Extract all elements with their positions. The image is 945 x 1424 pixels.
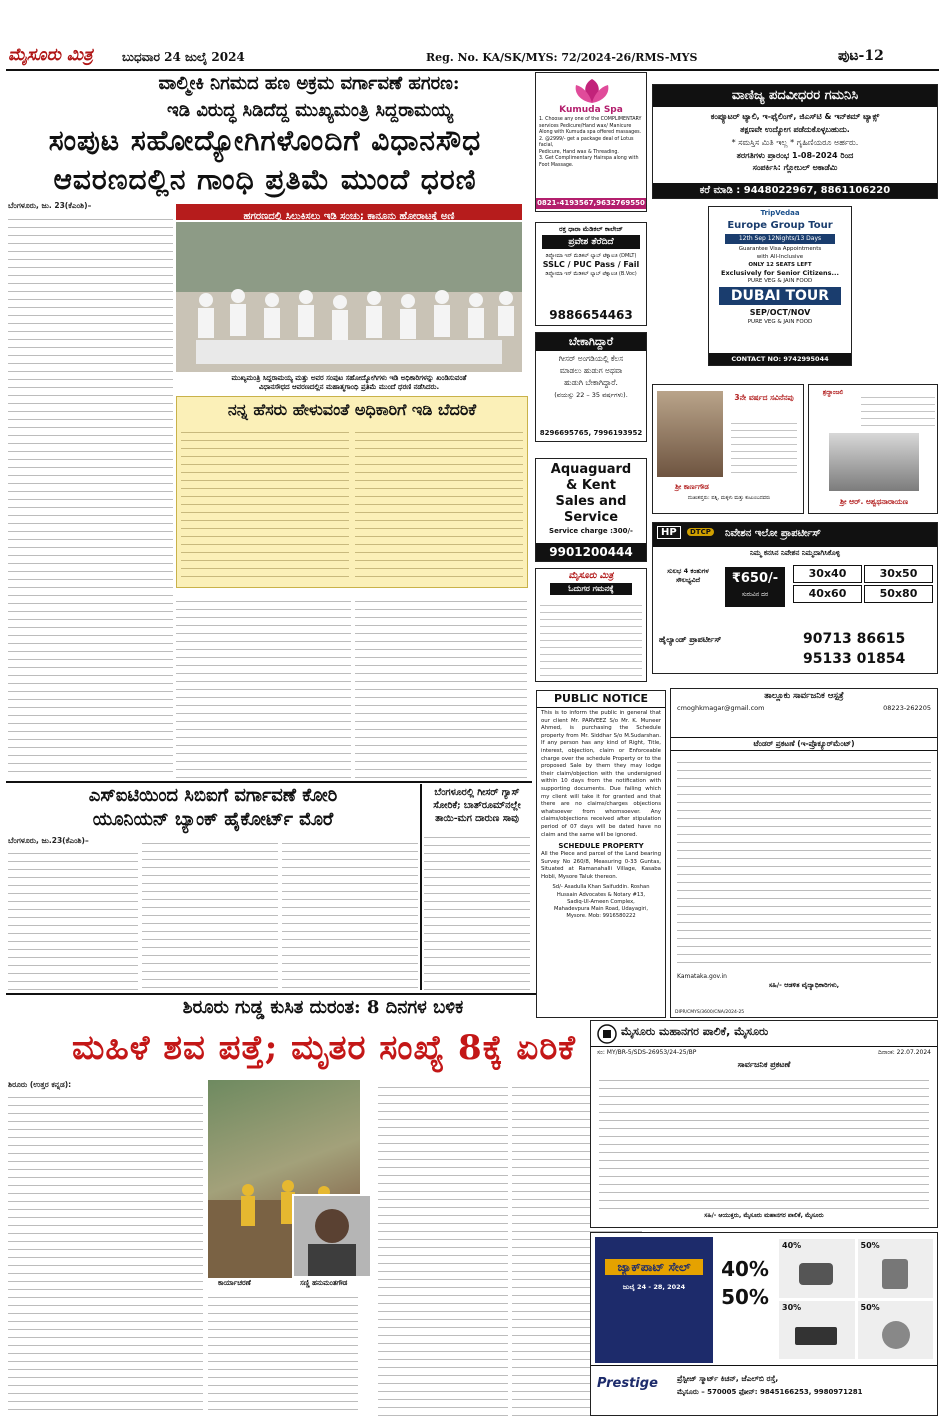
product-tile: [779, 1239, 855, 1298]
sale-brand: Prestige: [597, 1376, 658, 1391]
tour-title: Europe Group Tour: [727, 220, 833, 231]
masthead-date: ಬುಧವಾರ 24 ಜುಲೈ 2024: [122, 50, 245, 64]
ad-medical-college: [535, 222, 647, 326]
story4-body-1: [8, 1090, 203, 1416]
story2-body-1: [8, 846, 138, 990]
lead-photo: [176, 222, 522, 372]
ad-commerce-graduates: [652, 84, 938, 199]
dubai-food: PURE VEG & JAIN FOOD: [747, 319, 813, 325]
story3-headline-2: ಸೋರಿಕೆ; ಬಾತ್‌ರೂಮ್‌ನಲ್ಲೇ: [433, 800, 521, 811]
plots-price-box: [725, 567, 785, 607]
sale-title: ಜ್ಯಾಕ್‌ಪಾಟ್ ಸೇಲ್: [605, 1259, 703, 1275]
lead-kicker-1: ವಾಲ್ಮೀಕಿ ನಿಗಮದ ಹಣ ಅಕ್ರಮ ವರ್ಗಾವಣೆ ಹಗರಣ:: [158, 73, 460, 94]
story3-headline-1: ಬೆಂಗಳೂರಲ್ಲಿ ಗೀಸರ್ ಗ್ಯಾಸ್: [434, 787, 520, 798]
anniversary-verse: [731, 417, 797, 473]
plots-tag: ನಿಮ್ಮ ಕನಸಿನ ನಿವೇಶನ ನಿಮ್ಮದಾಗಿಸಿಕೊಳ್ಳಿ: [749, 549, 841, 557]
registration-number: Reg. No. KA/SK/MYS: 72/2024-26/RMS-MYS: [426, 51, 698, 64]
wanted-line: ಗೀಸರ್ ಅಂಗಡಿಯಲ್ಲಿ ಕೆಲಸ: [558, 354, 624, 363]
product-badge: 50%: [860, 1302, 880, 1312]
notice-body: This is to inform the public in general that our client Mr. PARVEEZ S/o Mr. K. Muneer Ahmed, is purchasing the Schedule property from Mr. Siddhar S/o M.Sudarshan. If any person has any kind of Right, Title, interest, objection, claim or Enforceable charge over the schedule Property or to the proposed Sale by them they may lodge their claim/objection with the undersigned within 10 days from the notification with supporting documents. Due failing which my client will take it for granted and that there are no claims/charges objections whatsoever from whomsoever. Any claims/objections received after stipulation period of 07 days will be dated have no claim and the same will be ignored.: [541, 710, 661, 838]
inset-headline: ನನ್ನ ಹೆಸರು ಹೇಳುವಂತೆ ಅಧಿಕಾರಿಗೆ ಇಡಿ ಬೆದರಿಕೆ: [227, 400, 477, 419]
lead-body-lower-left: [176, 594, 351, 778]
story2-headline-1: ಎಸ್‌ಐಟಿಯಿಂದ ಸಿಬಿಐಗೆ ವರ್ಗಾವಣೆ ಕೋರಿ: [88, 785, 338, 806]
tender-phone: 08223-262205: [883, 704, 931, 712]
college-eligibility: SSLC / PUC Pass / Fail: [542, 260, 640, 269]
plot-size: 50x80: [864, 585, 933, 603]
notice-schedule: All the Piece and parcel of the Land bearing Survey No 260/8, Measuring 0-33 Guntas, Situated at Ramanahalli Village, Kasaba Hobli, Mysore Taluk thereon.: [541, 851, 661, 880]
college-course-1: ಡಿಪ್ಲೋಮಾ ಇನ್ ಮೆಡಿಕಲ್ ಲ್ಯಾಬ್ ಟೆಕ್ನಾಲಜಿ (DMLT): [545, 253, 637, 259]
obituary-photo: [829, 433, 919, 491]
notice-title: PUBLIC NOTICE: [537, 691, 665, 708]
aquaguard-lines: [536, 459, 646, 526]
commerce-phone: ಕರೆ ಮಾಡಿ : 9448022967, 8861106220: [653, 183, 937, 198]
inset-body-right: [355, 425, 523, 583]
plots-company: ಹೈಲ್ಯಾಂಡ್ ಪ್ರಾಪರ್ಟೀಸ್: [659, 635, 722, 644]
plots-brand: HP: [657, 526, 681, 539]
readers-text: [540, 599, 642, 677]
section-rule-1: [6, 781, 532, 783]
lead-body-lower-right: [355, 594, 527, 778]
commerce-title: ವಾಣಿಜ್ಯ ಪದವೀಧರರ ಗಮನಿಸಿ: [653, 85, 937, 107]
obituary-title: ಶ್ರದ್ಧಾಂಜಲಿ: [822, 389, 844, 396]
page-number: ಪುಟ-12: [838, 48, 884, 64]
dubai-dates: SEP/OCT/NOV: [749, 308, 811, 317]
readers-masthead: ಮೈಸೂರು ಮಿತ್ರ: [568, 571, 614, 581]
sale-off-50: 50%: [721, 1285, 769, 1309]
cooker-icon: [882, 1321, 910, 1349]
spa-phone: 0821-4193567,9632769550: [537, 199, 645, 207]
story2-body-3: [282, 836, 418, 990]
wanted-line: ಮಾಡಲು ಹುಡುಗ ಅಥವಾ: [559, 366, 623, 375]
lead-strap-text: ಹಗರಣದಲ್ಲಿ ಸಿಲುಕಿಸಲು ಇಡಿ ಸಂಚು; ಕಾನೂನು ಹೋರಾಟಕ್ಕೆ ಅಣಿ: [243, 211, 455, 222]
spa-offer-line: Foot Massage.: [539, 162, 574, 168]
sale-address: ಪ್ರೆಸ್ಟೀಜ್ ಸ್ಮಾರ್ಟ್ ಕಿಚನ್, ಜೆಎಲ್‌ಬಿ ರಸ್ತೆ,: [677, 1374, 779, 1383]
story3-body: [424, 830, 530, 990]
anniversary-name: ಶ್ರೀ ಕಾರ್ಣಗೌಡ: [675, 483, 709, 491]
notice-sign-line: Sd/- Asadulla Khan Saifuddin. Roshan: [552, 884, 650, 891]
notice-sign-line: Mysore. Mob: 9916580222: [566, 913, 636, 920]
tour-lines: [709, 245, 851, 285]
story2-headline-2: ಯೂನಿಯನ್ ಬ್ಯಾಂಕ್ ಹೈಕೋರ್ಟ್ ಮೊರೆ: [92, 809, 334, 830]
spa-offer-line: 1. Choose any one of the COMPLIMENTARY: [539, 117, 642, 122]
protest-photo-illustration: [176, 222, 522, 372]
college-admission: ಪ್ರವೇಶ ತೆರೆದಿದೆ: [542, 235, 640, 249]
lotus-icon: [572, 77, 612, 105]
college-name: ರಕ್ತ ಧಾರಾ ಮೆಡಿಕಲ್ ಕಾಲೇಜ್: [559, 225, 623, 233]
product-badge: 30%: [782, 1302, 802, 1312]
sale-products: [779, 1239, 933, 1359]
tour-line: PURE VEG & JAIN FOOD: [747, 278, 813, 284]
sale-footer: [591, 1365, 937, 1415]
city-emblem-icon: [597, 1024, 617, 1044]
plots-badge: DTCP: [687, 528, 714, 536]
tender-text: [677, 755, 931, 969]
college-phone: 9886654463: [549, 308, 633, 322]
story3-headline-3: ತಾಯಿ-ಮಗ ದಾರುಣ ಸಾವು: [435, 813, 519, 824]
commerce-line: ಕಂಪ್ಯೂಟರ್ ಟ್ಯಾಲಿ, ಇ-ಫೈಲಿಂಗ್, ಜಿಎಸ್‌ಟಿ & ಇನ್‌ಕಮ್ ಟ್ಯಾಕ್ಸ್: [710, 112, 880, 121]
spa-offer-line: 3. Get Complimentary Hairspa along with: [539, 156, 639, 161]
spa-offers: [539, 117, 645, 169]
notice-sign-line: Sadiq-Ul-Ameen Complex,: [567, 898, 635, 905]
inset-body-left: [181, 425, 349, 583]
spa-offer-line: services Pedicure/Hand wax/ Manicure: [539, 123, 632, 129]
story4-headline: ಮಹಿಳೆ ಶವ ಪತ್ತೆ; ಮೃತರ ಸಂಖ್ಯೆ 8ಕ್ಕೆ ಏರಿಕೆ: [72, 1028, 576, 1068]
ad-city-corporation: [590, 1020, 938, 1228]
plots-offer: ಸುಲಭ 4 ಕಂತುಗಳ ಸೌಲಭ್ಯವಿದೆ: [667, 567, 709, 584]
lead-caption-line-1: ಮುಖ್ಯಮಂತ್ರಿ ಸಿದ್ದರಾಮಯ್ಯ ಮತ್ತು ಅವರ ಸಂಪುಟ ಸಹೋದ್ಯೋಗಿಗಳು ಇಡಿ ಅಧಿಕಾರಿಗಳನ್ನು ಖಂಡಿಸುವಂತೆ: [231, 374, 467, 382]
product-tile: [779, 1301, 855, 1360]
lead-photo-caption: [176, 374, 522, 392]
plots-price: ₹650/-: [731, 571, 779, 586]
wanted-line: ಹುಡುಗಿ ಬೇಕಾಗಿದ್ದಾರೆ.: [564, 378, 618, 387]
masthead-logo: ಮೈಸೂರು ಮಿತ್ರ: [8, 45, 93, 65]
story4-kicker: ಶಿರೂರು ಗುಡ್ಡ ಕುಸಿತ ದುರಂತ: 8 ದಿನಗಳ ಬಳಿಕ: [182, 997, 464, 1018]
caption-victim: ಸಣ್ಣಿ ಹನುಮಂತಗೌಡ: [300, 1279, 348, 1287]
ad-plots: [652, 522, 938, 674]
notice-sign-line: Mahadevpura Main Road, Udayagiri,: [553, 906, 649, 913]
tour-line: Guarantee Visa Appointments: [738, 246, 822, 252]
city-sign: ಸಹಿ/- ಆಯುಕ್ತರು, ಮೈಸೂರು ಮಹಾನಗರ ಪಾಲಿಕೆ, ಮೈಸೂರು: [704, 1212, 824, 1219]
city-ref: ಸಂ: MY/BR-5/SDS-26953/24-25/BP: [597, 1049, 697, 1056]
ad-europe-tour: [708, 206, 852, 366]
lead-caption-line-2: ವಿಧಾನಸೌಧದ ಆವರಣದಲ್ಲಿನ ಮಹಾತ್ಮಗಾಂಧಿ ಪ್ರತಿಮೆ ಮುಂದೆ ಧರಣಿ ನಡೆಸಿದರು.: [258, 383, 440, 391]
wanted-lines: [536, 351, 646, 401]
sale-city: ಮೈಸೂರು – 570005 ಫೋನ್: 9845166253, 9980971281: [677, 1388, 863, 1396]
aquaguard-line: Service: [563, 510, 619, 525]
spa-offer-line: Along with Kumuda spa offered massages.: [539, 130, 642, 135]
sale-banner: [595, 1237, 713, 1363]
cookware-icon: [799, 1263, 833, 1285]
tender-email: cmoghkmagar@gmail.com: [677, 704, 765, 712]
masthead: [0, 0, 945, 72]
aquaguard-line: Sales and: [555, 494, 627, 509]
ad-hospital-tender: [670, 688, 938, 1018]
aquaguard-charge: Service charge :300/-: [549, 527, 633, 535]
story4-photo-victim: [292, 1194, 372, 1278]
commerce-contact: ಸಂಪರ್ಕಿಸಿ: ಗ್ಲೋಬಲ್ ಅಕಾಡೆಮಿ: [752, 163, 838, 172]
sale-off-40: 40%: [721, 1257, 769, 1281]
plots-phone-2: 95133 01854: [803, 651, 906, 667]
wanted-line: (ವಯಸ್ಸು 22 – 35 ವರ್ಷಗಳು).: [554, 391, 628, 399]
ad-aquaguard: [535, 458, 647, 562]
tender-subtitle: ಟೆಂಡರ್ ಪ್ರಕಟಣೆ (ಇ-ಪ್ರೊಕ್ಯೂರ್‌ಮೆಂಟ್): [671, 737, 937, 751]
plots-title: ನಿವೇಶನ ಇಲೋ ಪ್ರಾಪರ್ಟೀಸ್: [725, 528, 821, 539]
spa-offer-line: 2. @2999/- get a package deal of Lotus facial,: [539, 136, 634, 148]
portrait-illustration: [294, 1196, 370, 1276]
tour-line: ONLY 12 SEATS LEFT: [748, 262, 812, 268]
ad-anniversary: [652, 384, 804, 514]
plot-size: 30x50: [864, 565, 933, 583]
notice-schedule-title: SCHEDULE PROPERTY: [558, 842, 644, 851]
city-notice-title: ಸಾರ್ವಜನಿಕ ಪ್ರಕಟಣೆ: [737, 1060, 791, 1069]
lead-kicker-2: ಇಡಿ ವಿರುದ್ಧ ಸಿಡಿದೆದ್ದ ಮುಖ್ಯಮಂತ್ರಿ ಸಿದ್ದರಾಮಯ್ಯ: [167, 100, 453, 121]
anniversary-photo: [657, 391, 723, 477]
appliance-icon: [882, 1259, 908, 1289]
commerce-line: ತಕ್ಷಣವೇ ಉದ್ಯೋಗ ಪಡೆದುಕೊಳ್ಳಬಹುದು.: [740, 125, 850, 134]
city-title: ಮೈಸೂರು ಮಹಾನಗರ ಪಾಲಿಕೆ, ಮೈಸೂರು: [621, 1025, 769, 1038]
product-badge: 40%: [782, 1241, 802, 1250]
anniversary-family: ದುಃಖತಪ್ತರು: ಪತ್ನಿ, ಮಕ್ಕಳು ಮತ್ತು ಕುಟುಂಬದವರು: [687, 495, 771, 501]
ad-kumuda-spa: [535, 72, 647, 212]
notice-signature: [537, 881, 665, 920]
obituary-text: [861, 391, 935, 431]
commerce-lines: [653, 107, 937, 162]
story3-headline: [424, 786, 530, 825]
ad-obituary: [808, 384, 938, 514]
ad-prestige-sale: [590, 1232, 938, 1416]
story2-dateline: ಬೆಂಗಳೂರು, ಜು.23(ಕೆಎಂಶಿ)–: [8, 836, 89, 845]
city-date: ದಿನಾಂಕ: 22.07.2024: [878, 1049, 931, 1056]
plot-sizes: [793, 565, 933, 603]
notice-sign-line: Hussain Advocates & Notary #13,: [556, 891, 646, 898]
spa-name: Kumuda Spa: [559, 105, 623, 115]
obituary-name: ಶ್ರೀ ಆರ್. ಅಶ್ವಥನಾರಾಯಣ: [839, 497, 909, 506]
ad-readers-notice: [535, 568, 647, 682]
wanted-phone: 8296695765, 7996193952: [539, 429, 643, 437]
lead-headline-2: ಆವರಣದಲ್ಲಿನ ಗಾಂಧಿ ಪ್ರತಿಮೆ ಮುಂದೆ ಧರಣಿ: [53, 163, 477, 196]
plot-size: 40x60: [793, 585, 862, 603]
lead-dateline: ಬೆಂಗಳೂರು, ಜು. 23(ಕೆಎಂಶಿ)–: [8, 201, 92, 210]
plots-phone-1: 90713 86615: [803, 631, 906, 647]
tour-line: with All-Inclusive: [756, 254, 804, 260]
story4-dateline: ಶಿರೂರು (ಉತ್ತರ ಕನ್ನಡ):: [8, 1080, 72, 1089]
tender-title: ತಾಲ್ಲೂಕು ಸಾರ್ವಜನಿಕ ಆಸ್ಪತ್ರೆ: [764, 691, 844, 701]
tender-contacts: [671, 703, 937, 713]
anniversary-title: 3ನೇ ವರ್ಷದ ಸವಿನೆನಪು: [734, 393, 794, 402]
product-badge: 50%: [860, 1241, 880, 1250]
tender-code: DIPR/CMYS/3600/CNA/2024-25: [675, 1010, 745, 1015]
lead-body-column: [8, 212, 173, 778]
caption-operation: ಕಾರ್ಯಾಚರಣೆ: [218, 1279, 251, 1287]
story3-divider: [420, 784, 422, 990]
tour-brand: TripVedaa: [760, 209, 800, 217]
city-ref-row: [591, 1047, 937, 1059]
readers-title: ಓದುಗರ ಗಮನಕ್ಕೆ: [550, 583, 632, 595]
spa-offer-line: Pedicure, Hand wax & Threading.: [539, 149, 619, 155]
plots-price-note: ಸುರುವಿನ ದರ: [741, 591, 769, 598]
sale-discount: [715, 1239, 775, 1357]
plot-size: 30x40: [793, 565, 862, 583]
product-tile: [858, 1301, 934, 1360]
commerce-line: * ಸಮಸ್ತಿಸ ಮಿತಿ ಇಲ್ಲ * ಗೃಹಿಣಿಯರೂ ಅರ್ಹರು.: [731, 138, 859, 147]
dubai-title: DUBAI TOUR: [719, 287, 841, 305]
city-notice-text: [599, 1073, 929, 1209]
tour-contact: CONTACT NO: 9742995044: [709, 353, 851, 365]
lead-strap: [176, 204, 522, 220]
masthead-rule: [6, 69, 939, 71]
sale-dates: ಜುಲೈ 24 - 28, 2024: [622, 1283, 686, 1291]
story4-body-2: [208, 1290, 358, 1416]
college-course-2: ಡಿಪ್ಲೋಮಾ ಇನ್ ಮೆಡಿಕಲ್ ಲ್ಯಾಬ್ ಟೆಕ್ನಾಲಜಿ (B.Voc): [545, 271, 637, 277]
wanted-title: ಬೇಕಾಗಿದ್ದಾರೆ: [536, 333, 646, 351]
tour-line: Exclusively for Senior Citizens...: [721, 269, 839, 277]
story4-body-3: [378, 1080, 508, 1416]
story2-body-2: [142, 836, 278, 990]
product-tile: [858, 1239, 934, 1298]
tour-dates: 12th Sep 12Nights/13 Days: [725, 234, 835, 244]
tender-site: Kamataka.gov.in: [677, 973, 727, 980]
commerce-line: ತರಗತಿಗಳು ಪ್ರಾರಂಭ 1-08-2024 ರಿಂದ: [736, 151, 854, 160]
aquaguard-phone: 9901200444: [536, 543, 646, 561]
aquaguard-line: & Kent: [566, 478, 616, 493]
stove-icon: [795, 1327, 837, 1345]
lead-headline-1: ಸಂಪುಟ ಸಹೋದ್ಯೋಗಿಗಳೊಂದಿಗೆ ವಿಧಾನಸೌಧ: [48, 124, 482, 157]
aquaguard-line: Aquaguard: [550, 462, 632, 477]
inset-story: [176, 396, 528, 588]
city-header: [591, 1021, 937, 1047]
ad-wanted: [535, 332, 647, 442]
plots-header: [653, 523, 937, 547]
tender-sign: ಸಹಿ/- ಆಡಳಿತ ವೈದ್ಯಾಧಿಕಾರಿಗಳು,: [768, 981, 840, 989]
ad-public-notice: [536, 690, 666, 1018]
